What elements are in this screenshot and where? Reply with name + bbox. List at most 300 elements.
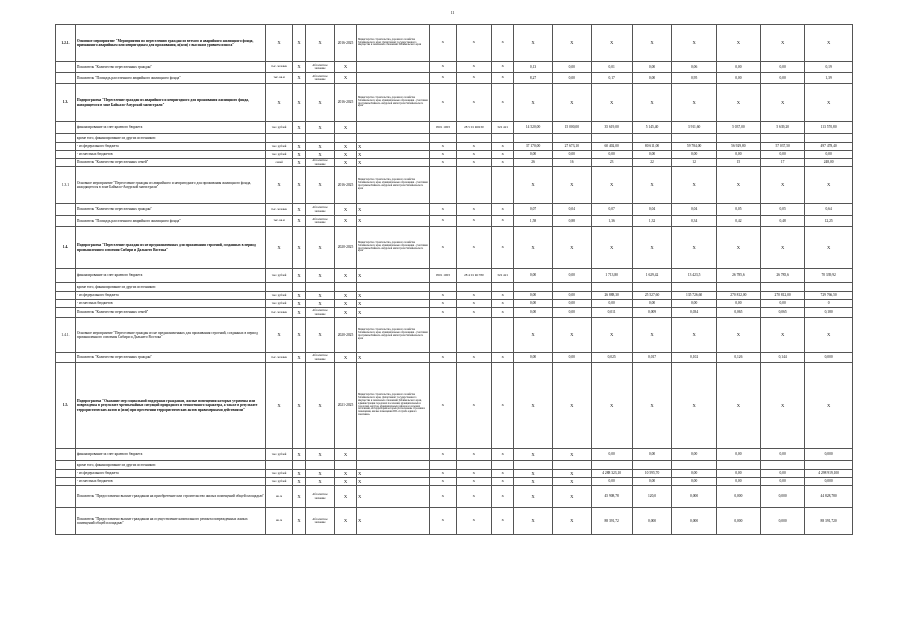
cell-indicator-method	[306, 461, 335, 470]
cell-y2021: X	[591, 227, 632, 269]
cell-item-name: Основное мероприятие "Мероприятия по переселению граждан из ветхого и аварийного жилищного фонда, признанного аварийным или непригодным для проживания, и(или) с высоким уровнем износа"	[75, 25, 265, 62]
cell-y2024: 0,000	[716, 508, 760, 535]
cell-code-type	[492, 134, 514, 143]
cell-unit: тыс. рублей	[266, 470, 293, 478]
cell-row-number	[56, 461, 76, 470]
cell-marker: X	[292, 292, 305, 300]
cell-total: 44 828,780	[805, 486, 853, 508]
cell-code-section	[430, 461, 457, 470]
cell-y2019: 0,13	[514, 62, 553, 73]
cell-y2019: X	[514, 449, 553, 461]
table-row	[56, 159, 853, 167]
cell-y2022	[632, 461, 672, 470]
cell-y2023: 135 726,60	[672, 292, 716, 300]
cell-code-type	[492, 461, 514, 470]
cell-y2023: 0,00	[672, 300, 716, 308]
cell-marker: X	[292, 478, 305, 486]
cell-row-number	[56, 308, 76, 318]
cell-unit: кв. м	[266, 486, 293, 508]
cell-item-name: Показатель "Предоставлено выплат гражданам на приобретение или строительство жилых помещений общей площадью"	[75, 486, 265, 508]
cell-y2025: X	[761, 84, 805, 122]
cell-code-section: X	[430, 292, 457, 300]
table-row	[56, 308, 853, 318]
table-row	[56, 25, 853, 62]
cell-y2021: 0,025	[591, 353, 632, 363]
cell-total: 70 339,92	[805, 269, 853, 283]
table-row	[56, 269, 853, 283]
table-row	[56, 204, 853, 216]
cell-total: 12,25	[805, 216, 853, 227]
cell-y2021: 0,01	[591, 62, 632, 73]
cell-item-name: кроме того, финансирование из других источников:	[75, 283, 265, 292]
cell-total: 0,000	[805, 353, 853, 363]
cell-row-number	[56, 353, 76, 363]
cell-marker: X	[292, 269, 305, 283]
cell-item-name: финансирование за счет краевого бюджета	[75, 449, 265, 461]
cell-unit: тыс. рублей	[266, 292, 293, 300]
table-row	[56, 449, 853, 461]
cell-y2022: 0,00	[632, 478, 672, 486]
cell-indicator-method: X	[306, 292, 335, 300]
cell-responsible: X	[357, 143, 430, 151]
cell-unit: X	[266, 167, 293, 204]
cell-marker: X	[292, 227, 305, 269]
cell-y2020: 0,00	[552, 308, 591, 318]
cell-y2020: X	[552, 84, 591, 122]
cell-item-name: - из местных бюджетов	[75, 151, 265, 159]
cell-row-number: 1.5.	[56, 363, 76, 449]
cell-code-type	[492, 283, 514, 292]
table-row	[56, 151, 853, 159]
cell-code-target: 28 4 01 R1780	[456, 269, 491, 283]
cell-marker	[292, 283, 305, 292]
cell-y2019: X	[514, 470, 553, 478]
cell-item-name: Показатель "Количество переселенных семей"	[75, 308, 265, 318]
cell-y2023: 0,00	[672, 470, 716, 478]
cell-y2020: 0,00	[552, 292, 591, 300]
cell-y2025: 0,065	[761, 308, 805, 318]
cell-y2021: 0,07	[591, 204, 632, 216]
cell-y2025: X	[761, 318, 805, 353]
cell-code-target	[456, 134, 491, 143]
cell-indicator-method: X	[306, 227, 335, 269]
table-row	[56, 478, 853, 486]
cell-y2023: 0,000	[672, 508, 716, 535]
cell-unit: тыс. человек	[266, 353, 293, 363]
cell-y2020: 0,00	[552, 62, 591, 73]
cell-y2023: 3 911,60	[672, 122, 716, 134]
cell-indicator-method: Абсолютное значение	[306, 353, 335, 363]
cell-unit: тыс. рублей	[266, 151, 293, 159]
cell-y2020: 16	[552, 159, 591, 167]
cell-unit: X	[266, 363, 293, 449]
cell-period: 2021-2025	[334, 363, 356, 449]
cell-y2024: 0,00	[716, 73, 760, 84]
cell-code-type: X	[492, 159, 514, 167]
cell-total	[805, 461, 853, 470]
cell-code-target	[456, 461, 491, 470]
cell-marker: X	[292, 159, 305, 167]
cell-y2025: 0,05	[761, 204, 805, 216]
cell-code-section: X	[430, 308, 457, 318]
cell-y2020: 0,88	[552, 216, 591, 227]
cell-marker: X	[292, 167, 305, 204]
cell-responsible	[357, 449, 430, 461]
cell-y2020: 27 673,10	[552, 143, 591, 151]
cell-code-section: X	[430, 470, 457, 478]
cell-y2023	[672, 461, 716, 470]
cell-marker: X	[292, 73, 305, 84]
cell-code-section: X	[430, 216, 457, 227]
table-row	[56, 353, 853, 363]
cell-y2025: 0,144	[761, 353, 805, 363]
cell-indicator-method: X	[306, 470, 335, 478]
cell-marker: X	[292, 122, 305, 134]
cell-code-target: X	[456, 84, 491, 122]
cell-code-section: X	[430, 62, 457, 73]
cell-total	[805, 283, 853, 292]
cell-code-target: X	[456, 204, 491, 216]
cell-total: 113 570,80	[805, 122, 853, 134]
cell-marker: X	[292, 62, 305, 73]
cell-y2019: 0,00	[514, 292, 553, 300]
cell-code-target: X	[456, 308, 491, 318]
cell-total: 4 298 919,100	[805, 470, 853, 478]
cell-y2021: 45 908,78	[591, 486, 632, 508]
cell-responsible	[357, 122, 430, 134]
table-row	[56, 300, 853, 308]
cell-indicator-method: Абсолютное значение	[306, 308, 335, 318]
cell-indicator-method: X	[306, 478, 335, 486]
cell-item-name: Основное мероприятие "Переселение граждан из аварийного и непригодного для проживания жилищного фонда, находящегося в зоне Байкало-Амурской магистрали"	[75, 167, 265, 204]
cell-y2024: 0,065	[716, 308, 760, 318]
cell-y2022: X	[632, 84, 672, 122]
cell-y2022: X	[632, 25, 672, 62]
cell-period: 2016-2025	[334, 25, 356, 62]
cell-y2025: 0,00	[761, 478, 805, 486]
cell-marker: X	[292, 470, 305, 478]
cell-code-target: X	[456, 143, 491, 151]
cell-y2019: 1,58	[514, 216, 553, 227]
cell-code-type: X	[492, 300, 514, 308]
cell-y2024: X	[716, 25, 760, 62]
cell-period: X	[334, 449, 356, 461]
cell-code-section: X	[430, 300, 457, 308]
cell-code-type: X	[492, 363, 514, 449]
cell-code-section: X	[430, 363, 457, 449]
cell-code-section: X	[430, 478, 457, 486]
cell-indicator-method: Абсолютное значение	[306, 62, 335, 73]
cell-y2021: 0,00	[591, 151, 632, 159]
cell-marker: X	[292, 216, 305, 227]
cell-period: 2020-2025	[334, 227, 356, 269]
cell-y2024: 0,00	[716, 151, 760, 159]
cell-responsible: Министерство строительства, дорожного хозяйства Забайкальского края, муниципальные образования - участники программы Байкало-Амурской магистрали Забайкальского края	[357, 318, 430, 353]
cell-row-number: 1.3.	[56, 84, 76, 122]
table-row	[56, 134, 853, 143]
cell-y2019: 37 170,00	[514, 143, 553, 151]
cell-item-name: Подпрограмма "Оказание мер социальной поддержки гражданам, жилые помещения которых утрачены или повреждены в результате чрезвычайных ситуаций природного и техногенного характера, а также в результате террористических актов и (или) при пресечении террористических актов правомерными действиями"	[75, 363, 265, 449]
cell-y2019: X	[514, 84, 553, 122]
cell-y2024	[716, 283, 760, 292]
cell-code-type: X	[492, 25, 514, 62]
table-row	[56, 486, 853, 508]
cell-y2021: X	[591, 363, 632, 449]
cell-code-target: X	[456, 151, 491, 159]
cell-total: 729 766,50	[805, 292, 853, 300]
cell-item-name: Показатель "Площадь расселенного аварийного жилищного фонда"	[75, 73, 265, 84]
cell-unit: семей	[266, 159, 293, 167]
cell-row-number	[56, 300, 76, 308]
cell-period: X	[334, 486, 356, 508]
cell-code-type: X	[492, 73, 514, 84]
cell-code-target: X	[456, 508, 491, 535]
cell-unit: X	[266, 25, 293, 62]
cell-row-number	[56, 470, 76, 478]
cell-item-name: Показатель "Предоставлено выплат гражданам на осуществление капитального ремонта поврежденных жилых помещений общей площадью"	[75, 508, 265, 535]
cell-y2021: 0,00	[591, 449, 632, 461]
cell-total: 0,000	[805, 449, 853, 461]
cell-unit	[266, 283, 293, 292]
cell-y2019	[514, 461, 553, 470]
cell-y2023: X	[672, 167, 716, 204]
cell-marker	[292, 134, 305, 143]
cell-y2024: 26 785,6	[716, 269, 760, 283]
cell-y2025: 26 785,6	[761, 269, 805, 283]
cell-indicator-method: Абсолютное значение	[306, 216, 335, 227]
cell-indicator-method: Абсолютное значение	[306, 204, 335, 216]
cell-y2022: 0,04	[632, 204, 672, 216]
cell-y2019: X	[514, 478, 553, 486]
cell-indicator-method: X	[306, 84, 335, 122]
cell-y2023: 59 784,00	[672, 143, 716, 151]
cell-y2024: 0,00	[716, 449, 760, 461]
cell-code-target: X	[456, 363, 491, 449]
cell-period: X	[334, 151, 356, 159]
cell-y2023: 13 423,5	[672, 269, 716, 283]
table-row	[56, 363, 853, 449]
cell-y2020: X	[552, 449, 591, 461]
cell-y2025: 0,00	[761, 449, 805, 461]
cell-y2021: 0,17	[591, 73, 632, 84]
cell-total: 248,00	[805, 159, 853, 167]
cell-total: X	[805, 25, 853, 62]
cell-y2023	[672, 283, 716, 292]
cell-code-type: X	[492, 508, 514, 535]
cell-y2023: X	[672, 84, 716, 122]
cell-y2022: 1,32	[632, 216, 672, 227]
cell-y2019: X	[514, 318, 553, 353]
cell-responsible	[357, 62, 430, 73]
cell-code-section	[430, 283, 457, 292]
cell-y2024: 0,00	[716, 300, 760, 308]
cell-y2024: 0,00	[716, 470, 760, 478]
cell-code-type: X	[492, 143, 514, 151]
cell-y2025	[761, 134, 805, 143]
cell-y2022: X	[632, 318, 672, 353]
cell-code-target: 28 5 01 R0230	[456, 122, 491, 134]
cell-responsible: X	[357, 269, 430, 283]
cell-y2025	[761, 461, 805, 470]
cell-marker: X	[292, 508, 305, 535]
cell-y2023: 0,00	[672, 478, 716, 486]
cell-y2023: 0,34	[672, 216, 716, 227]
table-row	[56, 227, 853, 269]
cell-y2022: 0,00	[632, 449, 672, 461]
cell-marker: X	[292, 318, 305, 353]
cell-total: X	[805, 167, 853, 204]
cell-y2024: X	[716, 363, 760, 449]
cell-marker: X	[292, 204, 305, 216]
cell-period: X	[334, 159, 356, 167]
cell-y2022: 0,017	[632, 353, 672, 363]
cell-responsible: Министерство строительства, дорожного хозяйства Забайкальского края; Департамент государственного имущества и земельных отношений Забайкальского края	[357, 25, 430, 62]
cell-y2023: X	[672, 363, 716, 449]
cell-code-target: X	[456, 159, 491, 167]
cell-code-target	[456, 167, 491, 204]
cell-responsible: X	[357, 292, 430, 300]
cell-row-number	[56, 283, 76, 292]
cell-period	[334, 461, 356, 470]
cell-indicator-method: X	[306, 300, 335, 308]
cell-code-section: X	[430, 227, 457, 269]
cell-row-number	[56, 204, 76, 216]
cell-y2022: 0,00	[632, 151, 672, 159]
cell-period: X	[334, 353, 356, 363]
cell-responsible: X	[357, 486, 430, 508]
cell-responsible: Министерство строительства, дорожного хозяйства Забайкальского края, муниципальные образования - участники программы Байкало-Амурской магистрали Забайкальского края	[357, 227, 430, 269]
cell-y2021: 60 402,00	[591, 143, 632, 151]
cell-marker: X	[292, 449, 305, 461]
cell-unit: тыс. человек	[266, 204, 293, 216]
cell-y2021: X	[591, 167, 632, 204]
cell-y2021: 0,00	[591, 300, 632, 308]
cell-y2025: 0,00	[761, 73, 805, 84]
cell-code-target: X	[456, 486, 491, 508]
cell-y2022: 0,000	[632, 508, 672, 535]
cell-row-number	[56, 122, 76, 134]
cell-indicator-method: X	[306, 363, 335, 449]
cell-period: X	[334, 292, 356, 300]
cell-y2025: 0,000	[761, 508, 805, 535]
cell-y2024: 15	[716, 159, 760, 167]
cell-y2020: X	[552, 470, 591, 478]
cell-period: X	[334, 204, 356, 216]
cell-indicator-method: X	[306, 449, 335, 461]
cell-y2020: 0,04	[552, 204, 591, 216]
cell-y2022	[632, 283, 672, 292]
cell-code-type: X	[492, 478, 514, 486]
cell-period: X	[334, 73, 356, 84]
cell-total: X	[805, 227, 853, 269]
cell-y2024	[716, 461, 760, 470]
cell-item-name: Показатель "Площадь расселенного аварийного жилищного фонда"	[75, 216, 265, 227]
cell-y2019: X	[514, 25, 553, 62]
cell-y2023: 0,00	[672, 449, 716, 461]
cell-y2022: 0,00	[632, 300, 672, 308]
cell-y2020: 0,00	[552, 151, 591, 159]
cell-indicator-method	[306, 283, 335, 292]
cell-total: 0	[805, 300, 853, 308]
cell-responsible: X	[357, 353, 430, 363]
cell-y2019: 0,00	[514, 300, 553, 308]
table-row	[56, 283, 853, 292]
cell-y2023: 0,102	[672, 353, 716, 363]
cell-y2020: X	[552, 227, 591, 269]
cell-y2022: 5 145,40	[632, 122, 672, 134]
cell-y2023: 0,06	[672, 62, 716, 73]
cell-indicator-method: Абсолютное значение	[306, 486, 335, 508]
cell-y2020: 0,00	[552, 353, 591, 363]
cell-y2022: 1 629,42	[632, 269, 672, 283]
cell-y2025: 0,000	[761, 486, 805, 508]
cell-row-number	[56, 216, 76, 227]
cell-indicator-method: Абсолютное значение	[306, 73, 335, 84]
cell-code-type: X	[492, 84, 514, 122]
cell-row-number	[56, 486, 76, 508]
cell-responsible	[357, 73, 430, 84]
cell-y2021: X	[591, 25, 632, 62]
cell-y2023: X	[672, 227, 716, 269]
cell-period: X	[334, 300, 356, 308]
cell-responsible: X	[357, 159, 430, 167]
cell-y2020: X	[552, 508, 591, 535]
cell-marker: X	[292, 300, 305, 308]
cell-y2024: X	[716, 84, 760, 122]
cell-code-target: X	[456, 25, 491, 62]
cell-total: 0,64	[805, 204, 853, 216]
cell-y2022: 22	[632, 159, 672, 167]
table-row	[56, 216, 853, 227]
cell-marker: X	[292, 363, 305, 449]
cell-marker: X	[292, 84, 305, 122]
cell-code-type: X	[492, 470, 514, 478]
cell-y2019: X	[514, 508, 553, 535]
cell-period: X	[334, 122, 356, 134]
cell-y2025: 270 812,00	[761, 292, 805, 300]
cell-y2024: 56 929,80	[716, 143, 760, 151]
cell-y2022	[632, 134, 672, 143]
cell-item-name: финансирование за счет краевого бюджета	[75, 269, 265, 283]
cell-responsible	[357, 134, 430, 143]
cell-unit: тыс. рублей	[266, 300, 293, 308]
cell-y2024: 0,126	[716, 353, 760, 363]
cell-row-number: 1.4.	[56, 227, 76, 269]
table-row	[56, 318, 853, 353]
cell-indicator-method: X	[306, 25, 335, 62]
cell-y2020: X	[552, 363, 591, 449]
cell-item-name: кроме того, финансирование из других источников:	[75, 461, 265, 470]
cell-period: 2020-2025	[334, 318, 356, 353]
cell-indicator-method: X	[306, 318, 335, 353]
cell-total: 0,180	[805, 308, 853, 318]
cell-y2022: 25 527,60	[632, 292, 672, 300]
cell-y2019: 8,27	[514, 73, 553, 84]
cell-y2019: 0,00	[514, 151, 553, 159]
cell-unit: тыс. кв.м	[266, 73, 293, 84]
cell-y2024	[716, 134, 760, 143]
table-row	[56, 84, 853, 122]
cell-item-name: Подпрограмма "Переселение граждан из не предназначенных для проживания строений, созданных в период промышленного освоения Сибири и Дальнего Востока"	[75, 227, 265, 269]
cell-code-type	[492, 167, 514, 204]
cell-code-target: X	[456, 353, 491, 363]
cell-y2025: X	[761, 25, 805, 62]
cell-unit: X	[266, 84, 293, 122]
cell-marker: X	[292, 308, 305, 318]
cell-y2024: 0,000	[716, 486, 760, 508]
cell-y2024: 0,42	[716, 216, 760, 227]
cell-period	[334, 283, 356, 292]
